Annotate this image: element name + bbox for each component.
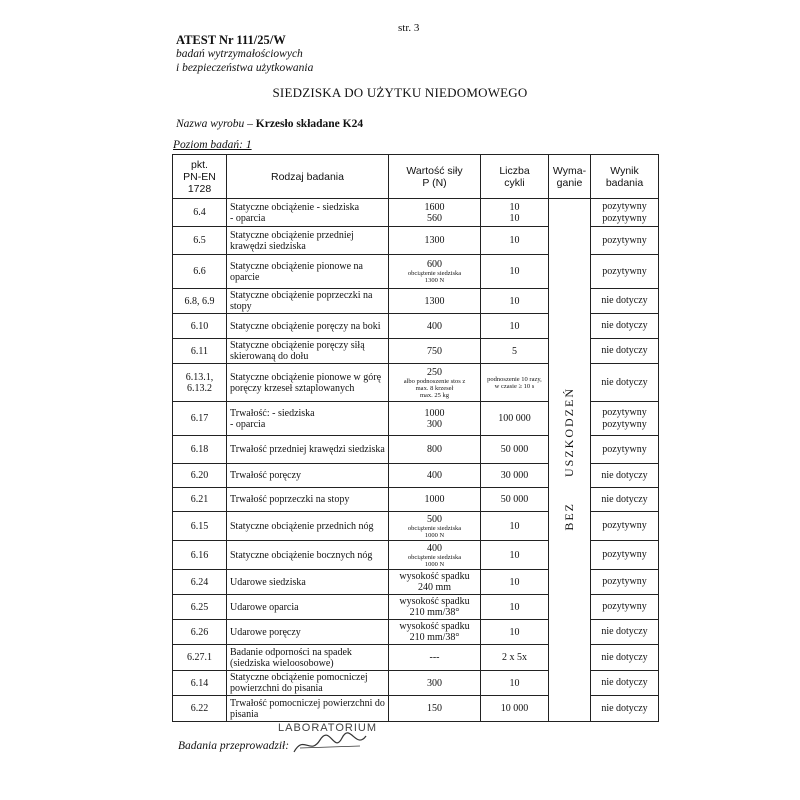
cell-pkt-text: 6.21 bbox=[190, 494, 209, 505]
cell-wynik bbox=[591, 402, 659, 436]
cell-rodzaj-text: Udarowe oparcia bbox=[230, 601, 299, 613]
cell-sila-text: 250 bbox=[427, 366, 442, 378]
cell-cykle bbox=[481, 227, 549, 255]
cell-cykle bbox=[481, 570, 549, 595]
cell-rodzaj bbox=[227, 314, 389, 339]
product-name: Krzesło składane K24 bbox=[255, 118, 364, 130]
cell-wynik bbox=[591, 364, 659, 402]
cell-sila bbox=[389, 339, 481, 364]
cell-wynik bbox=[591, 464, 659, 488]
cell-sila-text: 500 bbox=[427, 513, 442, 525]
cell-sila-text: wysokość spadku 210 mm/38° bbox=[399, 596, 470, 618]
cell-sila bbox=[389, 595, 481, 620]
cell-cykle-text: 10 bbox=[509, 549, 520, 561]
cell-pkt bbox=[173, 645, 227, 671]
cell-rodzaj bbox=[227, 402, 389, 436]
cell-wynik bbox=[591, 595, 659, 620]
cell-rodzaj-text: Trwałość: - siedziska - oparcia bbox=[230, 407, 315, 430]
cell-rodzaj bbox=[227, 512, 389, 541]
cell-cykle-text: 10 bbox=[509, 677, 520, 689]
cell-sila-text: --- bbox=[429, 652, 440, 663]
header-wym-line: Wyma- bbox=[552, 164, 587, 177]
cell-cykle-text: 30 000 bbox=[500, 470, 529, 481]
cell-rodzaj-text: Trwałość pomocniczej powierzchni do pisania bbox=[230, 697, 385, 720]
cell-sila-text: 400 bbox=[427, 542, 442, 554]
cell-wynik bbox=[591, 199, 659, 227]
cell-wynik-text: nie dotyczy bbox=[601, 345, 648, 356]
cell-cykle bbox=[481, 255, 549, 289]
cell-pkt-text: 6.6 bbox=[193, 266, 206, 277]
cell-wynik-text: nie dotyczy bbox=[601, 469, 648, 481]
cell-rodzaj-text: Statyczne obciążenie pomocniczej powierzchni do pisania bbox=[230, 672, 368, 694]
cell-wynik bbox=[591, 289, 659, 314]
cell-wynik-text: pozytywny bbox=[602, 520, 647, 531]
cell-rodzaj bbox=[227, 464, 389, 488]
cell-sila bbox=[389, 512, 481, 541]
cell-cykle-text: 5 bbox=[512, 345, 517, 357]
cell-rodzaj-text: Trwałość przedniej krawędzi siedziska bbox=[230, 444, 385, 455]
cell-sila-text: 800 bbox=[427, 444, 442, 455]
header-line-2: i bezpieczeństwa użytkowania bbox=[176, 62, 314, 74]
cell-cykle-text: 10 000 bbox=[500, 703, 529, 714]
cell-cykle-text: 100 000 bbox=[498, 413, 531, 424]
cell-rodzaj-text: Statyczne obciążenie - siedziska - oparcia bbox=[230, 201, 360, 224]
cell-sila-text: 1000 bbox=[424, 494, 445, 505]
cell-cykle-text: 10 bbox=[509, 235, 520, 246]
header-wynik-line: Wynik bbox=[610, 164, 639, 177]
cell-sila bbox=[389, 488, 481, 512]
cell-wynik-text: nie dotyczy bbox=[601, 376, 648, 388]
cell-wynik-text: pozytywny bbox=[602, 576, 647, 587]
cell-pkt bbox=[173, 541, 227, 570]
cell-sila-note: obciążenie siedziska 1000 N bbox=[407, 553, 462, 568]
table-row bbox=[173, 199, 659, 227]
header-wym-line: ganie bbox=[556, 176, 583, 189]
cell-pkt-text: 6.22 bbox=[190, 703, 209, 714]
cell-pkt bbox=[173, 512, 227, 541]
cell-sila bbox=[389, 289, 481, 314]
cell-rodzaj-text: Statyczne obciążenie przednich nóg bbox=[230, 520, 374, 532]
conducted-by-label: Badania przeprowadził: bbox=[178, 740, 290, 752]
cell-rodzaj bbox=[227, 199, 389, 227]
cell-sila bbox=[389, 645, 481, 671]
cell-sila bbox=[389, 671, 481, 696]
cell-wynik bbox=[591, 541, 659, 570]
cell-pkt bbox=[173, 570, 227, 595]
cell-pkt-text: 6.4 bbox=[193, 207, 206, 218]
cell-cykle bbox=[481, 595, 549, 620]
table-body bbox=[173, 199, 659, 722]
cell-pkt-text: 6.15 bbox=[190, 520, 209, 532]
cell-rodzaj-text: Trwałość poręczy bbox=[230, 470, 302, 481]
cell-rodzaj-text: Statyczne obciążenie pionowe na oparcie bbox=[230, 260, 363, 283]
cell-cykle bbox=[481, 671, 549, 696]
cell-rodzaj-text: Statyczne obciążenie bocznych nóg bbox=[230, 549, 373, 561]
document-header bbox=[176, 33, 313, 75]
cell-sila bbox=[389, 364, 481, 402]
header-wynik bbox=[591, 155, 659, 199]
cell-wynik bbox=[591, 512, 659, 541]
cell-rodzaj bbox=[227, 671, 389, 696]
header-cykle-line: cykli bbox=[504, 176, 525, 189]
cell-cykle bbox=[481, 696, 549, 722]
cell-rodzaj-text: Udarowe poręczy bbox=[230, 626, 301, 638]
cell-rodzaj bbox=[227, 436, 389, 464]
cell-sila bbox=[389, 227, 481, 255]
cell-sila-text: 1300 bbox=[424, 295, 445, 307]
cell-pkt-text: 6.13.1, 6.13.2 bbox=[185, 371, 214, 394]
cell-rodzaj bbox=[227, 645, 389, 671]
cell-sila-text: 400 bbox=[427, 470, 442, 481]
product-label: Nazwa wyrobu – bbox=[176, 118, 253, 130]
cell-wynik bbox=[591, 696, 659, 722]
cell-sila-note: albo podnoszenie stos z max. 8 krzeseł max. 25 kg bbox=[403, 377, 466, 399]
cell-rodzaj-text: Trwałość poprzeczki na stopy bbox=[230, 494, 350, 505]
header-line-1: badań wytrzymałościowych bbox=[176, 48, 303, 60]
header-sila-line: P (N) bbox=[422, 176, 447, 189]
cell-wynik-text: pozytywny bbox=[602, 265, 647, 277]
header-wynik-line: badania bbox=[605, 176, 644, 189]
cell-wynik-text: nie dotyczy bbox=[601, 626, 648, 637]
cell-cykle bbox=[481, 364, 549, 402]
cell-pkt-text: 6.24 bbox=[190, 576, 209, 588]
cell-rodzaj bbox=[227, 541, 389, 570]
cell-wynik bbox=[591, 620, 659, 645]
cell-wynik-text: pozytywny bbox=[602, 443, 647, 455]
cell-sila bbox=[389, 620, 481, 645]
cell-cykle bbox=[481, 464, 549, 488]
cell-rodzaj-text: Statyczne obciążenie poprzeczki na stopy bbox=[230, 290, 373, 312]
cell-wynik bbox=[591, 436, 659, 464]
cell-cykle-text: 2 x 5x bbox=[502, 652, 527, 663]
cell-sila-text: wysokość spadku 210 mm/38° bbox=[399, 621, 470, 643]
cell-wynik bbox=[591, 314, 659, 339]
cell-sila-text: 300 bbox=[427, 677, 442, 689]
cell-cykle bbox=[481, 541, 549, 570]
cell-pkt bbox=[173, 402, 227, 436]
cell-pkt-text: 6.5 bbox=[193, 235, 206, 246]
test-results-table bbox=[172, 154, 659, 722]
cell-sila bbox=[389, 436, 481, 464]
cell-wynik-text: nie dotyczy bbox=[601, 677, 648, 688]
cell-sila bbox=[389, 464, 481, 488]
header-pkt-line: PN-EN bbox=[183, 170, 216, 183]
document-title: SIEDZISKA DO UŻYTKU NIEDOMOWEGO bbox=[272, 85, 528, 100]
cell-sila-text: 600 bbox=[427, 259, 442, 270]
cell-wynik bbox=[591, 488, 659, 512]
page-number: str. 3 bbox=[398, 22, 420, 34]
cell-cykle bbox=[481, 339, 549, 364]
cell-cykle-text: 10 bbox=[509, 626, 520, 638]
header-sila-line: Wartość siły bbox=[406, 164, 463, 177]
cell-pkt bbox=[173, 595, 227, 620]
cell-pkt-text: 6.10 bbox=[190, 320, 209, 332]
cell-sila-note: obciążenie siedziska 1000 N bbox=[407, 524, 462, 539]
header-rodzaj: Rodzaj badania bbox=[227, 155, 389, 199]
cell-pkt bbox=[173, 671, 227, 696]
wymaganie-text: BEZ USZKODZEŃ bbox=[562, 386, 576, 531]
cell-wynik-text: pozytywny bbox=[602, 601, 647, 612]
cell-cykle-text: 10 bbox=[509, 601, 520, 613]
cell-wynik bbox=[591, 671, 659, 696]
cell-sila bbox=[389, 570, 481, 595]
cell-rodzaj bbox=[227, 289, 389, 314]
cell-cykle-text: 50 000 bbox=[500, 444, 529, 455]
cell-pkt bbox=[173, 436, 227, 464]
cell-cykle bbox=[481, 314, 549, 339]
cell-rodzaj bbox=[227, 696, 389, 722]
cell-sila bbox=[389, 314, 481, 339]
cell-pkt bbox=[173, 314, 227, 339]
cell-cykle bbox=[481, 436, 549, 464]
cell-rodzaj bbox=[227, 339, 389, 364]
cell-pkt bbox=[173, 227, 227, 255]
cell-pkt bbox=[173, 289, 227, 314]
cell-pkt-text: 6.11 bbox=[190, 345, 209, 357]
cell-rodzaj-text: Badanie odporności na spadek (siedziska wieloosobowe) bbox=[230, 646, 352, 669]
cell-sila bbox=[389, 402, 481, 436]
cell-wynik bbox=[591, 645, 659, 671]
cell-rodzaj-text: Statyczne obciążenie poręczy siłą skierowaną do dołu bbox=[230, 340, 365, 362]
cell-wynik-text: pozytywny bbox=[602, 549, 647, 560]
cell-pkt bbox=[173, 255, 227, 289]
cell-rodzaj bbox=[227, 227, 389, 255]
cell-rodzaj bbox=[227, 488, 389, 512]
cell-pkt-text: 6.25 bbox=[190, 601, 209, 613]
cell-cykle bbox=[481, 488, 549, 512]
cell-wynik-text: pozytywny pozytywny bbox=[602, 406, 647, 430]
cell-sila bbox=[389, 696, 481, 722]
cell-rodzaj-text: Udarowe siedziska bbox=[230, 576, 306, 588]
cell-cykle bbox=[481, 199, 549, 227]
cell-cykle bbox=[481, 402, 549, 436]
cell-pkt bbox=[173, 199, 227, 227]
cell-wynik-text: pozytywny pozytywny bbox=[602, 200, 647, 224]
laboratory-stamp: LABORATORIUM bbox=[278, 722, 377, 734]
cell-sila bbox=[389, 199, 481, 227]
cell-pkt bbox=[173, 339, 227, 364]
cell-cykle bbox=[481, 620, 549, 645]
cell-sila bbox=[389, 255, 481, 289]
cell-sila-text: wysokość spadku 240 mm bbox=[399, 571, 470, 593]
cell-rodzaj bbox=[227, 620, 389, 645]
cell-wymaganie bbox=[549, 199, 591, 722]
cell-pkt-text: 6.17 bbox=[190, 413, 209, 424]
cell-pkt bbox=[173, 364, 227, 402]
cell-sila-text: 750 bbox=[427, 345, 442, 357]
header-cykle bbox=[481, 155, 549, 199]
cell-wynik-text: nie dotyczy bbox=[601, 493, 648, 505]
cell-wynik-text: nie dotyczy bbox=[601, 651, 648, 663]
cell-rodzaj-text: Statyczne obciążenie pionowe w górę poręczy krzeseł sztaplowanych bbox=[230, 371, 382, 394]
cell-cykle-text: 10 10 bbox=[509, 201, 520, 224]
cell-sila-text: 1300 bbox=[424, 235, 445, 246]
cell-sila-text: 150 bbox=[427, 703, 442, 714]
cell-wynik-text: nie dotyczy bbox=[601, 295, 648, 306]
cell-wynik-text: nie dotyczy bbox=[601, 702, 648, 714]
cell-cykle bbox=[481, 289, 549, 314]
table-header-row bbox=[173, 155, 659, 199]
cell-pkt bbox=[173, 488, 227, 512]
cell-sila-text: 400 bbox=[427, 320, 442, 332]
cell-rodzaj bbox=[227, 570, 389, 595]
header-sila bbox=[389, 155, 481, 199]
cell-pkt-text: 6.8, 6.9 bbox=[184, 295, 215, 307]
cell-pkt bbox=[173, 696, 227, 722]
cell-rodzaj-text: Statyczne obciążenie przedniej krawędzi siedziska bbox=[230, 229, 354, 252]
header-pkt bbox=[173, 155, 227, 199]
cell-rodzaj bbox=[227, 255, 389, 289]
cell-pkt bbox=[173, 620, 227, 645]
cell-sila-text: 1600 560 bbox=[424, 201, 445, 224]
cell-wynik-text: nie dotyczy bbox=[601, 320, 648, 331]
cell-rodzaj bbox=[227, 595, 389, 620]
cell-wynik bbox=[591, 255, 659, 289]
cell-cykle bbox=[481, 645, 549, 671]
cell-wynik bbox=[591, 339, 659, 364]
cell-sila-note: obciążenie siedziska 1300 N bbox=[407, 270, 462, 284]
cell-wynik bbox=[591, 570, 659, 595]
cell-cykle-text: 10 bbox=[509, 295, 520, 307]
header-pkt-line: pkt. bbox=[191, 158, 208, 171]
cell-cykle-text: 10 bbox=[509, 520, 520, 532]
header-cykle-line: Liczba bbox=[499, 164, 530, 177]
cell-pkt-text: 6.14 bbox=[190, 677, 209, 689]
cell-pkt-text: 6.18 bbox=[190, 444, 209, 455]
signature-icon bbox=[290, 728, 370, 758]
cell-cykle-text: 10 bbox=[509, 266, 520, 277]
cell-cykle-text: 10 bbox=[509, 320, 520, 332]
cell-wynik bbox=[591, 227, 659, 255]
cell-sila bbox=[389, 541, 481, 570]
cell-cykle bbox=[481, 512, 549, 541]
test-level: Poziom badań: 1 bbox=[173, 139, 252, 151]
atest-number: ATEST Nr 111/25/W bbox=[176, 33, 286, 47]
product-line bbox=[176, 118, 363, 130]
cell-pkt-text: 6.27.1 bbox=[187, 652, 212, 663]
cell-cykle-note: podnoszenie 10 razy, w czasie ≥ 10 s bbox=[487, 375, 542, 390]
header-pkt-line: 1728 bbox=[187, 182, 212, 195]
cell-sila-text: 1000 300 bbox=[424, 407, 445, 430]
cell-rodzaj-text: Statyczne obciążenie poręczy na boki bbox=[230, 320, 381, 332]
header-wymaganie bbox=[549, 155, 591, 199]
cell-cykle-text: 10 bbox=[509, 576, 520, 588]
cell-rodzaj bbox=[227, 364, 389, 402]
cell-pkt-text: 6.16 bbox=[190, 549, 209, 561]
cell-cykle-text: 50 000 bbox=[500, 494, 529, 505]
cell-pkt bbox=[173, 464, 227, 488]
cell-wynik-text: pozytywny bbox=[602, 234, 647, 246]
cell-pkt-text: 6.20 bbox=[190, 470, 209, 481]
cell-pkt-text: 6.26 bbox=[190, 626, 209, 638]
